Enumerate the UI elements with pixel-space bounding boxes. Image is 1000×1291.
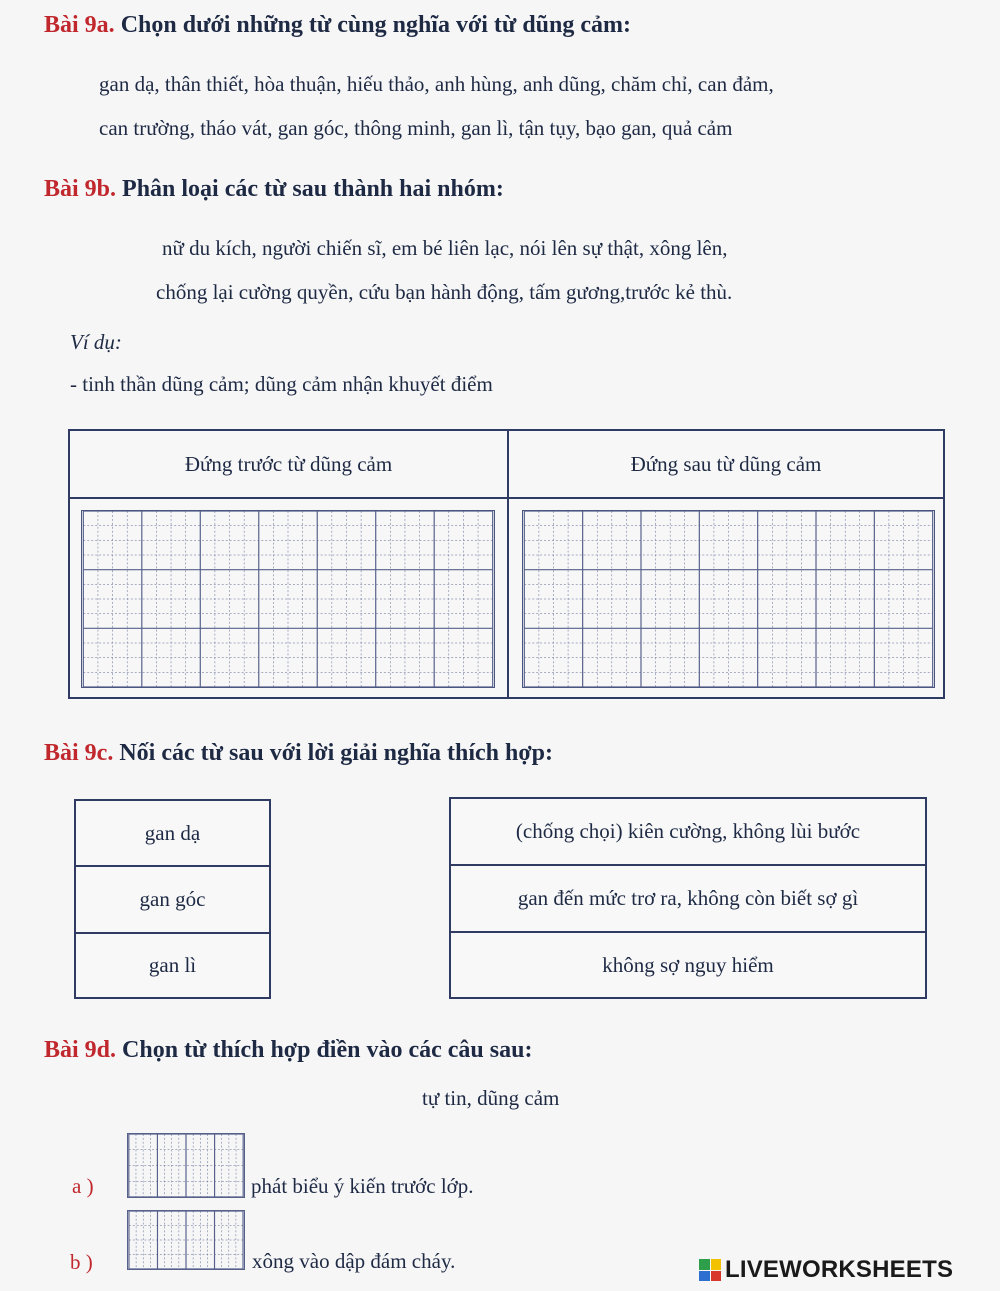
bai9a-title: Chọn dưới những từ cùng nghĩa với từ dũng cảm: <box>120 12 632 38</box>
meanings-box <box>449 797 927 999</box>
bai9a-word-list-line1: gan dạ, thân thiết, hòa thuận, hiếu thảo, anh hùng, anh dũng, chăm chỉ, can đảm, <box>99 72 774 96</box>
example-text: - tinh thần dũng cảm; dũng cảm nhận khuyết điểm <box>70 372 493 396</box>
bai9c-number: Bài 9c. <box>44 740 114 766</box>
col-header-after: Đứng sau từ dũng cảm <box>630 451 822 476</box>
word-item[interactable]: gan dạ <box>76 801 269 867</box>
bai9b-word-list-line2: chống lại cường quyền, cứu bạn hành động, tấm gương,trước kẻ thù. <box>156 280 733 304</box>
bai9d-number: Bài 9d. <box>44 1037 117 1063</box>
meaning-item[interactable]: (chống chọi) kiên cường, không lùi bước <box>451 799 925 866</box>
item-a-text: phát biểu ý kiến trước lớp. <box>251 1174 474 1198</box>
word-item[interactable]: gan góc <box>76 867 269 934</box>
col-header-before: Đứng trước từ dũng cảm <box>184 451 393 476</box>
bai9d-heading <box>44 1037 532 1064</box>
fill-blank-a[interactable] <box>127 1133 245 1198</box>
bai9a-number: Bài 9a. <box>44 12 115 38</box>
bai9d-title: Chọn từ thích hợp điền vào các câu sau: <box>122 1037 533 1063</box>
bai9b-heading <box>44 176 504 203</box>
bai9c-heading <box>44 740 553 767</box>
bai9b-title: Phân loại các từ sau thành hai nhóm: <box>122 176 504 202</box>
classification-table <box>68 429 945 699</box>
bai9b-word-list-line1: nữ du kích, người chiến sĩ, em bé liên lạc, nói lên sự thật, xông lên, <box>162 236 728 260</box>
liveworksheets-logo-icon <box>699 1259 721 1281</box>
liveworksheets-logo <box>699 1256 953 1284</box>
bai9a-word-list-line2: can trường, tháo vát, gan góc, thông minh, gan lì, tận tụy, bạo gan, quả cảm <box>99 116 733 140</box>
bai9b-number: Bài 9b. <box>44 176 117 202</box>
bai9c-title: Nối các từ sau với lời giải nghĩa thích hợp: <box>119 740 553 766</box>
bai9a-heading <box>44 12 631 39</box>
answer-grid-before[interactable] <box>81 510 495 688</box>
meaning-item[interactable]: gan đến mức trơ ra, không còn biết sợ gì <box>451 866 925 933</box>
meaning-item[interactable]: không sợ nguy hiểm <box>602 952 774 977</box>
example-label: Ví dụ: <box>70 330 122 354</box>
item-b-label: b ) <box>70 1250 93 1274</box>
header-divider <box>70 497 943 499</box>
fill-blank-b[interactable] <box>127 1210 245 1270</box>
item-b-text: xông vào dập đám cháy. <box>252 1249 456 1273</box>
word-item[interactable]: gan lì <box>148 953 197 977</box>
answer-grid-after[interactable] <box>522 510 935 688</box>
word-options: tự tin, dũng cảm <box>422 1086 560 1110</box>
column-divider <box>507 431 509 697</box>
words-box <box>74 799 271 999</box>
item-a-label: a ) <box>72 1174 94 1198</box>
brand-name: LIVEWORKSHEETS <box>725 1256 954 1283</box>
